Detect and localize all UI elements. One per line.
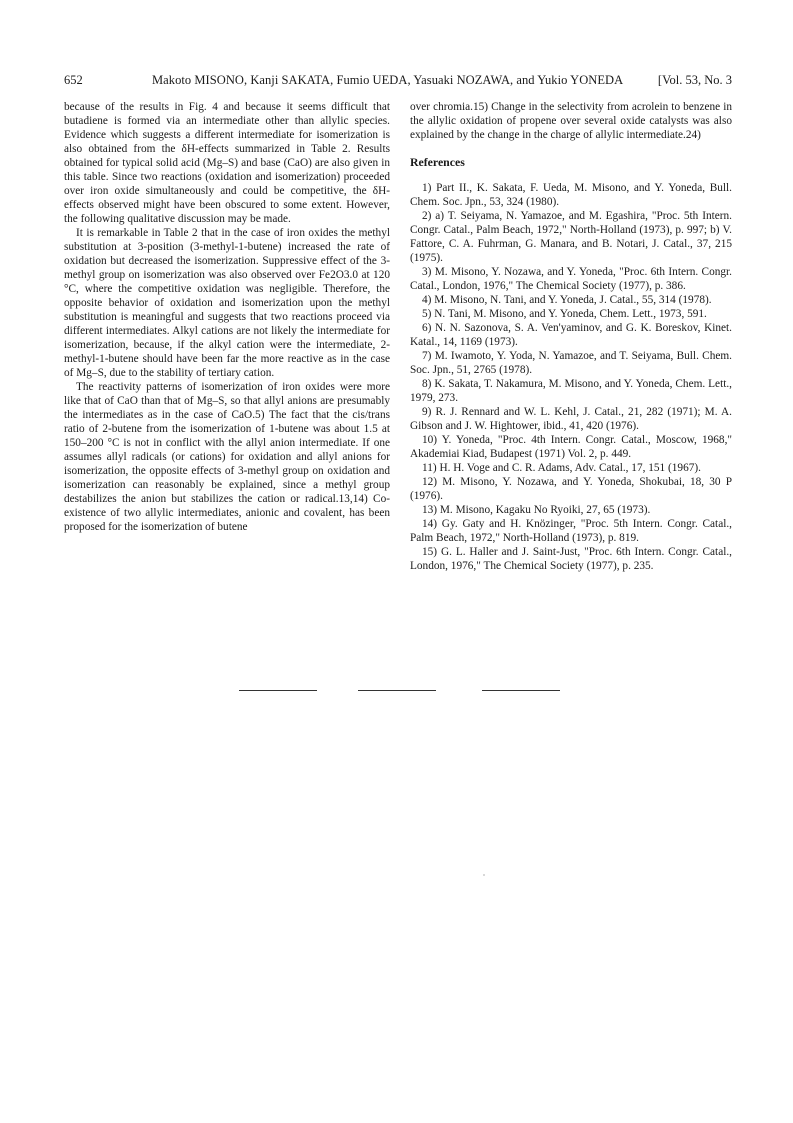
reference-item: 8) K. Sakata, T. Nakamura, M. Misono, and Y. Yoneda, Chem. Lett., 1979, 273.	[410, 378, 732, 404]
reference-list	[410, 181, 732, 573]
end-rule-left	[239, 690, 317, 691]
journal-volume: [Vol. 53, No. 3	[657, 73, 732, 87]
end-rule-right	[482, 690, 560, 691]
body-paragraph: over chromia.15) Change in the selectivity from acrolein to benzene in the allylic oxidation of propene over several oxide catalysts was also explained by the change in the charge of allylic intermediate.24)	[410, 101, 732, 141]
left-column	[64, 100, 390, 534]
reference-item: 14) Gy. Gaty and H. Knözinger, "Proc. 5th Intern. Congr. Catal., Palm Beach, 1972," North-Holland (1973), p. 819.	[410, 518, 732, 544]
right-column	[410, 100, 732, 573]
reference-item: 1) Part II., K. Sakata, F. Ueda, M. Misono, and Y. Yoneda, Bull. Chem. Soc. Jpn., 53, 324 (1980).	[410, 182, 732, 208]
page-number: 652	[64, 73, 83, 87]
reference-item: 12) M. Misono, Y. Nozawa, and Y. Yoneda, Shokubai, 18, 30 P (1976).	[410, 476, 732, 502]
reference-item: 13) M. Misono, Kagaku No Ryoiki, 27, 65 (1973).	[422, 504, 651, 516]
body-paragraph: because of the results in Fig. 4 and because it seems difficult that butadiene is formed via an intermediate other than allylic species. Evidence which suggests a different intermediate for isomerization is also obtained from the δH-effects summarized in Table 2. Results obtained for typical solid acid (Mg–S) and base (CaO) are also given in this table. Since two reactions (oxidation and isomerization) proceeded over iron oxide simultaneously and could be competitive, the δH-effects observed might have been obscured to some extent. However, the following qualitative discussion may be made.	[64, 101, 390, 225]
body-paragraph: The reactivity patterns of isomerization of iron oxides were more like that of CaO than that of Mg–S, so that allyl anions are presumably the intermediates as in the case of CaO.5) The fact that the cis/trans ratio of 2-butene from the isomerization of 1-butene was about 1.5 at 150–200 °C is not in conflict with the allyl anion intermediate. If one assumes allyl radicals (or cations) for oxidation and allyl anions for isomerization, the opposite effects of 3-methyl group on oxidation and isomerization can reasonably be explained, since a methyl group destabilizes the anion but stabilizes the cation or radical.13,14) Co-existence of two allylic intermediates, anionic and covalent, has been proposed for the isomerization of butene	[64, 381, 390, 533]
reference-item: 6) N. N. Sazonova, S. A. Ven'yaminov, and G. K. Boreskov, Kinet. Katal., 14, 1169 (1973).	[410, 322, 732, 348]
reference-item: 4) M. Misono, N. Tani, and Y. Yoneda, J. Catal., 55, 314 (1978).	[422, 294, 712, 306]
reference-item: 2) a) T. Seiyama, N. Yamazoe, and M. Egashira, "Proc. 5th Intern. Congr. Catal., Palm Beach, 1972," North-Holland (1973), p. 997; b) V. Fattore, C. A. Fuhrman, G. Manara, and B. Notari, J. Catal., 37, 215 (1975).	[410, 210, 732, 264]
running-authors: Makoto MISONO, Kanji SAKATA, Fumio UEDA, Yasuaki NOZAWA, and Yukio YONEDA	[152, 73, 624, 87]
body-paragraph: It is remarkable in Table 2 that in the case of iron oxides the methyl substitution at 3-position (3-methyl-1-butene) increased the rate of oxidation but decreased the isomerization. Suppressive effect of the 3-methyl group on isomerization was also observed over Fe2O3.0 at 120 °C, where the competitive oxidation was negligible. Therefore, the opposite behavior of oxidation and isomerization upon the methyl substitution is meaningful and suggests that two reactions proceed via different intermediates. Alkyl cations are not likely the intermediate for isomerization, because, if the alkyl cation were the intermediate, 2-methyl-1-butene should have been far the more reactive as in the case of Mg–S, due to the stability of tertiary cation.	[64, 227, 390, 379]
reference-item: 11) H. H. Voge and C. R. Adams, Adv. Catal., 17, 151 (1967).	[422, 462, 701, 474]
scan-speck	[483, 874, 485, 876]
reference-item: 5) N. Tani, M. Misono, and Y. Yoneda, Chem. Lett., 1973, 591.	[422, 308, 707, 320]
reference-item: 15) G. L. Haller and J. Saint-Just, "Proc. 6th Intern. Congr. Catal., London, 1976," The Chemical Society (1977), p. 235.	[410, 546, 732, 572]
references-heading: References	[410, 155, 465, 169]
end-rule-center	[358, 690, 436, 691]
reference-item: 9) R. J. Rennard and W. L. Kehl, J. Catal., 21, 282 (1971); M. A. Gibson and J. W. Hightower, ibid., 41, 420 (1976).	[410, 406, 732, 432]
reference-item: 10) Y. Yoneda, "Proc. 4th Intern. Congr. Catal., Moscow, 1968," Akademiai Kiad, Budapest (1971) Vol. 2, p. 449.	[410, 434, 732, 460]
reference-item: 3) M. Misono, Y. Nozawa, and Y. Yoneda, "Proc. 6th Intern. Congr. Catal., London, 1976," The Chemical Society (1977), p. 386.	[410, 266, 732, 292]
reference-item: 7) M. Iwamoto, Y. Yoda, N. Yamazoe, and T. Seiyama, Bull. Chem. Soc. Jpn., 51, 2765 (1978).	[410, 350, 732, 376]
